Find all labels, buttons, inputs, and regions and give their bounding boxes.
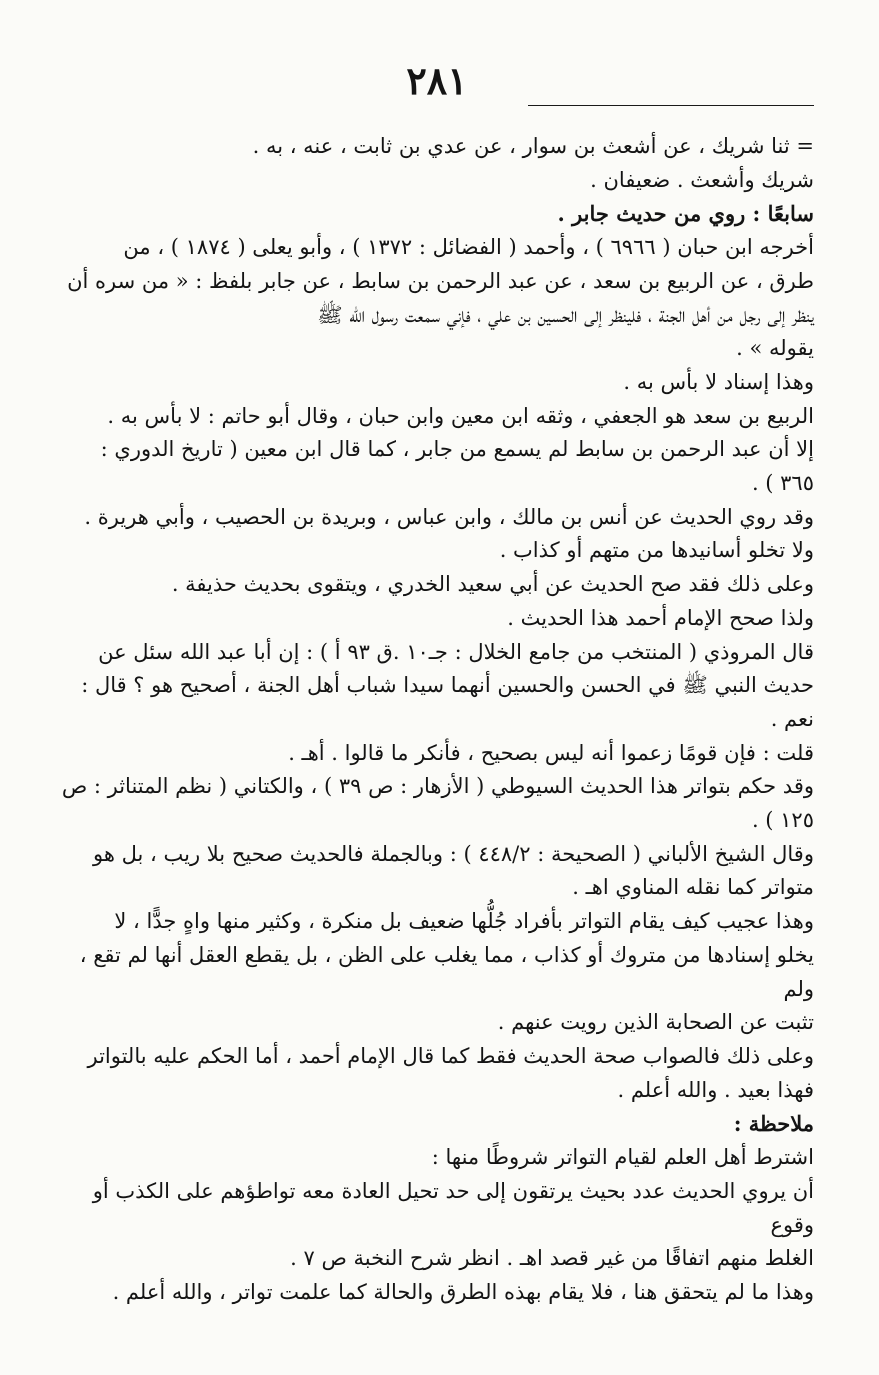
text-line: حديث النبي ﷺ في الحسن والحسين أنهما سيدا شباب أهل الجنة ، أصحيح هو ؟ قال :	[81, 673, 814, 698]
text-line: وهذا ما لم يتحقق هنا ، فلا يقام بهذه الطرق والحالة كما علمت تواتر ، والله أعلم .	[112, 1279, 814, 1304]
text-line: وعلى ذلك فقد صح الحديث عن أبي سعيد الخدري ، ويتقوى بحديث حذيفة .	[171, 572, 814, 597]
text-line: ١٢٥ ) .	[751, 808, 814, 833]
text-line: أخرجه ابن حبان ( ٦٩٦٦ ) ، وأحمد ( الفضائل : ١٣٧٢ ) ، وأبو يعلى ( ١٨٧٤ ) ، من	[123, 235, 814, 260]
text-line: = ثنا شريك ، عن أشعث بن سوار ، عن عدي بن ثابت ، عنه ، به .	[252, 134, 814, 158]
text-line: ينظر إلى رجل من أهل الجنة ، فلينظر إلى الحسين بن علي ، فإني سمعت رسول الله ﷺ	[317, 302, 814, 327]
text-line: شريك وأشعث . ضعيفان .	[590, 167, 814, 192]
text-line: قال المروذي ( المنتخب من جامع الخلال : جـ١٠ .ق ٩٣ أ ) : إن أبا عبد الله سئل عن	[98, 639, 814, 664]
text-line: ولذا صحح الإمام أحمد هذا الحديث .	[507, 605, 814, 630]
note-heading: ملاحظة :	[733, 1111, 814, 1137]
text-line: وهذا عجيب كيف يقام التواتر بأفراد جُلُّها ضعيف بل منكرة ، وكثير منها واهٍ جدًّا ، لا	[114, 909, 814, 934]
text-line: قلت : فإن قومًا زعموا أنه ليس بصحيح ، فأنكر ما قالوا . أهـ .	[288, 740, 814, 765]
text-line: الغلط منهم اتفاقًا من غير قصد اهـ . انظر شرح النخبة ص ٧ .	[290, 1246, 814, 1271]
text-line: ٣٦٥ ) .	[751, 471, 814, 496]
text-line: أن يروي الحديث عدد بحيث يرتقون إلى حد تحيل العادة معه تواطؤهم على الكذب أو وقوع	[92, 1178, 814, 1237]
section-heading: سابعًا : روي من حديث جابر .	[557, 201, 814, 227]
text-line: فهذا بعيد . والله أعلم .	[617, 1077, 814, 1102]
text-line: وقال الشيخ الألباني ( الصحيحة : ٤٤٨/٢ ) : وبالجملة فالحديث صحيح بلا ريب ، بل هو	[93, 841, 814, 866]
text-line: متواتر كما نقله المناوي اهـ .	[572, 875, 814, 900]
text-line: نعم .	[770, 706, 814, 731]
text-line: الربيع بن سعد هو الجعفي ، وثقه ابن معين وابن حبان ، وقال أبو حاتم : لا بأس به .	[107, 403, 814, 428]
text-line: يقوله » .	[736, 336, 814, 361]
text-line: تثبت عن الصحابة الذين رويت عنهم .	[497, 1010, 814, 1035]
text-line: وعلى ذلك فالصواب صحة الحديث فقط كما قال الإمام أحمد ، أما الحكم عليه بالتواتر	[87, 1043, 814, 1068]
text-line: وقد حكم بتواتر هذا الحديث السيوطي ( الأزهار : ص ٣٩ ) ، والكتاني ( نظم المتناثر : ص	[61, 774, 814, 799]
text-line: طرق ، عن الربيع بن سعد ، عن عبد الرحمن بن سابط ، عن جابر بلفظ : « من سره أن	[67, 268, 814, 293]
text-line: وهذا إسناد لا بأس به .	[623, 369, 814, 394]
page-body	[46, 130, 814, 1310]
text-line: ولا تخلو أسانيدها من متهم أو كذاب .	[499, 538, 814, 563]
text-line: اشترط أهل العلم لقيام التواتر شروطًا منها :	[431, 1145, 814, 1170]
text-line: يخلو إسنادها من متروك أو كذاب ، مما يغلب على الظن ، بل يقطع العقل أنها لم تقع ، ولم	[79, 942, 814, 1001]
text-line: إلا أن عبد الرحمن بن سابط لم يسمع من جابر ، كما قال ابن معين ( تاريخ الدوري :	[100, 437, 814, 462]
text-line: وقد روي الحديث عن أنس بن مالك ، وابن عباس ، وبريدة بن الحصيب ، وأبي هريرة .	[84, 504, 814, 529]
page-number: ٢٨١	[406, 58, 468, 103]
header-rule	[528, 105, 814, 106]
